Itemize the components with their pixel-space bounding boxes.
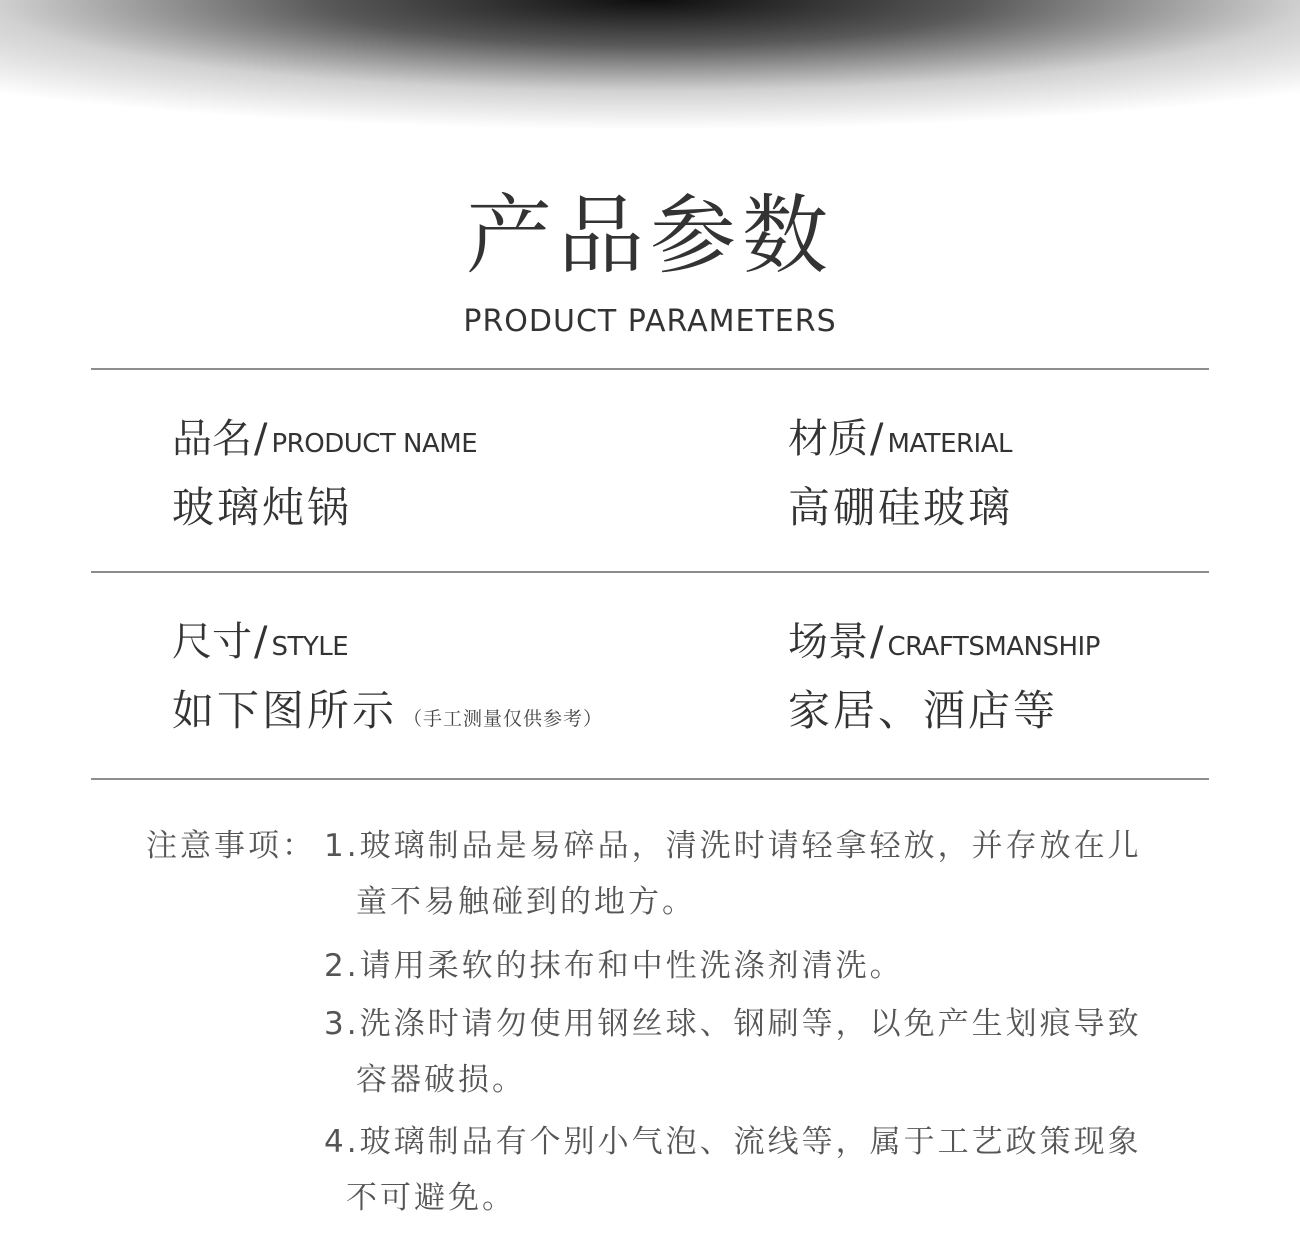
top-shadow-decoration: [0, 0, 1300, 130]
note-line: 4.玻璃制品有个别小气泡、流线等，属于工艺政策现象: [324, 1124, 1142, 1160]
note-line: 2.请用柔软的抹布和中性洗涤剂清洗。: [324, 948, 904, 984]
param-material: [788, 414, 1013, 536]
param-size: [172, 617, 603, 747]
note-line-continued: 容器破损。: [356, 1062, 526, 1098]
param-label-cn: 尺寸: [172, 619, 252, 665]
param-label-en: MATERIAL: [887, 429, 1012, 459]
note-item-2: [324, 938, 1184, 994]
param-value: 高硼硅玻璃: [788, 483, 1014, 532]
param-value-note: （手工测量仅供参考）: [403, 708, 604, 730]
param-label: [172, 414, 477, 472]
note-item-1: [324, 818, 1184, 930]
param-value-text: 如下图所示: [172, 686, 398, 735]
note-item-3: [324, 996, 1184, 1108]
param-label-separator: /: [870, 619, 884, 665]
divider-bottom: [91, 778, 1209, 780]
page-title: 产品参数: [466, 186, 834, 286]
divider-middle: [91, 571, 1209, 573]
param-scene: [788, 617, 1100, 739]
param-label-separator: /: [254, 416, 268, 462]
param-label-separator: /: [254, 619, 268, 665]
param-label-separator: /: [870, 416, 884, 462]
param-label: [788, 617, 1100, 675]
divider-top: [91, 368, 1209, 370]
param-label-cn: 品名: [172, 416, 252, 462]
note-line: 1.玻璃制品是易碎品，清洗时请轻拿轻放，并存放在儿: [324, 828, 1142, 864]
param-label: [788, 414, 1013, 472]
note-item-4: [324, 1114, 1184, 1226]
param-product-name: [172, 414, 477, 536]
note-line-continued: 童不易触碰到的地方。: [356, 884, 696, 920]
page-subtitle: PRODUCT PARAMETERS: [463, 304, 837, 339]
param-label-en: CRAFTSMANSHIP: [887, 632, 1100, 662]
param-label-cn: 场景: [788, 619, 868, 665]
note-line: 3.洗涤时请勿使用钢丝球、钢刷等，以免产生划痕导致: [324, 1006, 1142, 1042]
param-value: 家居、酒店等: [788, 686, 1059, 735]
param-label-en: PRODUCT NAME: [271, 429, 478, 459]
param-label: [172, 617, 603, 675]
param-label-en: STYLE: [271, 632, 349, 662]
param-value: 玻璃炖锅: [172, 483, 353, 532]
note-line-continued: 不可避免。: [346, 1180, 516, 1216]
param-value: [172, 683, 603, 747]
notes-label: 注意事项：: [146, 828, 316, 864]
param-label-cn: 材质: [788, 416, 868, 462]
